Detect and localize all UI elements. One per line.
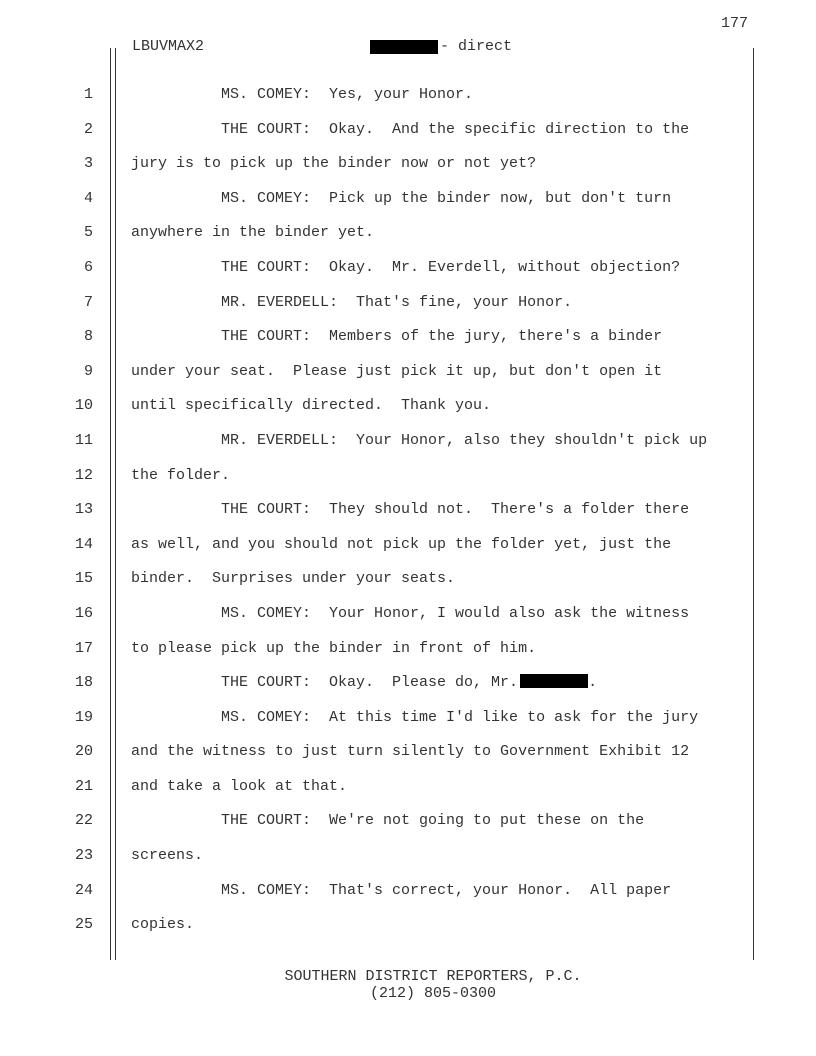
line-number: 2 [83,120,93,138]
left-margin-rule [110,48,111,960]
line-number: 24 [74,881,93,899]
transcript-body [131,86,707,951]
transcript-line: THE COURT: They should not. There's a folder there [131,501,690,519]
line-number: 8 [83,328,93,346]
line-number: 17 [74,639,93,657]
line-number: 4 [83,189,93,207]
transcript-line: as well, and you should not pick up the folder yet, just the [131,535,672,553]
line-number: 20 [74,743,93,761]
transcript-line: MS. COMEY: Pick up the binder now, but don't turn [131,189,672,207]
transcript-line: MS. COMEY: That's correct, your Honor. All paper [131,881,672,899]
transcript-line: copies. [131,916,195,934]
line-number: 13 [74,501,93,519]
page-number: 177 [720,15,748,32]
transcript-line: THE COURT: Okay. Mr. Everdell, without objection? [131,258,681,276]
line-number: 16 [74,604,93,622]
line-number: 3 [83,155,93,173]
transcript-line: jury is to pick up the binder now or not yet? [131,155,537,173]
line-number: 10 [74,397,93,415]
redaction-block [370,40,438,54]
transcript-line: binder. Surprises under your seats. [131,570,456,588]
redaction-block [520,674,588,688]
line-number: 25 [74,916,93,934]
transcript-line: MR. EVERDELL: Your Honor, also they shouldn't pick up [131,431,708,449]
line-number: 7 [83,293,93,311]
line-number: 21 [74,777,93,795]
transcript-line: MS. COMEY: Yes, your Honor. [131,86,474,103]
line-number: 9 [83,362,93,380]
line-number: 6 [83,258,93,276]
line-number: 22 [74,812,93,830]
transcript-line: THE COURT: Okay. Please do, Mr. . [131,674,598,692]
transcript-line: MR. EVERDELL: That's fine, your Honor. [131,293,573,311]
header-suffix: - direct [440,38,513,55]
transcript-line: the folder. [131,466,231,484]
case-code: LBUVMAX2 [132,38,205,55]
line-number: 11 [74,431,93,449]
line-numbers [68,86,93,951]
transcript-line: MS. COMEY: At this time I'd like to ask for the jury [131,708,699,726]
line-number: 19 [74,708,93,726]
right-margin-rule [753,48,754,960]
footer [0,968,816,1002]
line-number: 23 [74,847,93,865]
line-number: 1 [83,86,93,103]
transcript-line: to please pick up the binder in front of him. [131,639,537,657]
transcript-line: and take a look at that. [131,777,348,795]
footer-reporter-name: SOUTHERN DISTRICT REPORTERS, P.C. [284,968,582,985]
line-number: 12 [74,466,93,484]
line-number: 18 [74,674,93,692]
line-number: 14 [74,535,93,553]
transcript-line: under your seat. Please just pick it up, but don't open it [131,362,663,380]
line-number: 15 [74,570,93,588]
transcript-line: THE COURT: We're not going to put these on the [131,812,645,830]
line-number: 5 [83,224,93,242]
transcript-line: and the witness to just turn silently to Government Exhibit 12 [131,743,690,761]
transcript-line: THE COURT: Members of the jury, there's a binder [131,328,663,346]
transcript-line: anywhere in the binder yet. [131,224,375,242]
transcript-line: screens. [131,847,204,865]
transcript-line: MS. COMEY: Your Honor, I would also ask the witness [131,604,690,622]
left-margin-rule [115,48,116,960]
transcript-line: until specifically directed. Thank you. [131,397,492,415]
transcript-line: THE COURT: Okay. And the specific direction to the [131,120,690,138]
header-witness [370,38,512,55]
footer-phone: (212) 805-0300 [369,985,497,1002]
